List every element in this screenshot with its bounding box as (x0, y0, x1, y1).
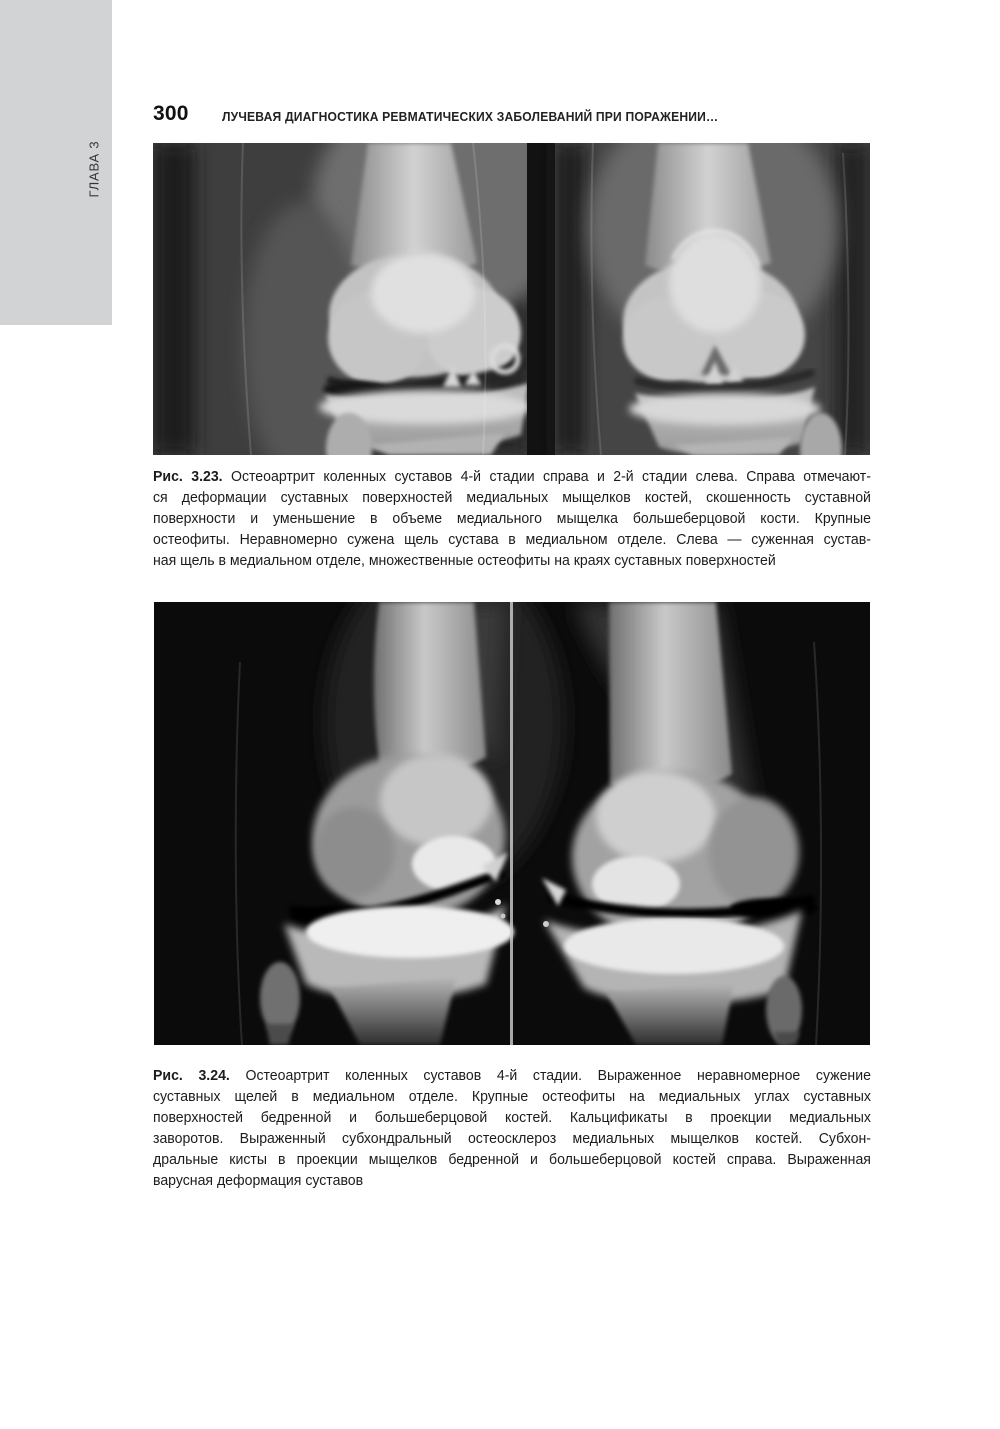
caption-line (153, 1065, 871, 1086)
caption-line: ная щель в медиальном отделе, множественные остеофиты на краях суставных поверхностей (153, 552, 776, 569)
caption-line: остеофиты. Неравномерно сужена щель сустава в медиальном отделе. Слева — суженная сустав- (153, 531, 871, 548)
xray-image-3-23 (153, 143, 870, 455)
caption-line: дральные кисты в проекции мыщелков бедренной и большеберцовой костей справа. Выраженная (153, 1151, 871, 1168)
caption-line: поверхностей бедренной и большеберцовой костей. Кальцификаты в проекции медиальных (153, 1109, 871, 1126)
xray-figure-3-24 (154, 602, 870, 1045)
chapter-tab-label: ГЛАВА 3 (86, 140, 102, 198)
caption-line: варусная деформация суставов (153, 1172, 364, 1189)
figure-caption-3-23 (153, 466, 871, 571)
page-number: 300 (153, 102, 189, 125)
chapter-tab (0, 0, 112, 325)
caption-text: Остеоартрит коленных суставов 4-й стадии справа и 2-й стадии слева. Справа отмечают- (230, 468, 871, 485)
caption-line (153, 466, 871, 487)
xray-figure-3-23 (153, 143, 870, 455)
caption-line: поверхности и уменьшение в объеме медиального мыщелка большеберцовой кости. Крупные (153, 510, 871, 527)
caption-line: заворотов. Выраженный субхондральный остеосклероз медиальных мыщелков костей. Субхон- (153, 1130, 871, 1147)
figure-caption-3-24 (153, 1065, 871, 1191)
figure-label-3-24: Рис. 3.24. (153, 1067, 230, 1084)
figure-label-3-23: Рис. 3.23. (153, 468, 223, 485)
caption-line: суставных щелей в медиальном отделе. Крупные остеофиты на медиальных углах суставных (153, 1088, 871, 1105)
running-title: ЛУЧЕВАЯ ДИАГНОСТИКА РЕВМАТИЧЕСКИХ ЗАБОЛЕВАНИЙ ПРИ ПОРАЖЕНИИ… (222, 109, 719, 124)
caption-text: Остеоартрит коленных суставов 4-й стадии. Выраженное неравномерное сужение (245, 1067, 871, 1084)
xray-image-3-24 (154, 602, 870, 1045)
caption-line: ся деформации суставных поверхностей медиальных мыщелков костей, скошенность суставной (153, 489, 871, 506)
